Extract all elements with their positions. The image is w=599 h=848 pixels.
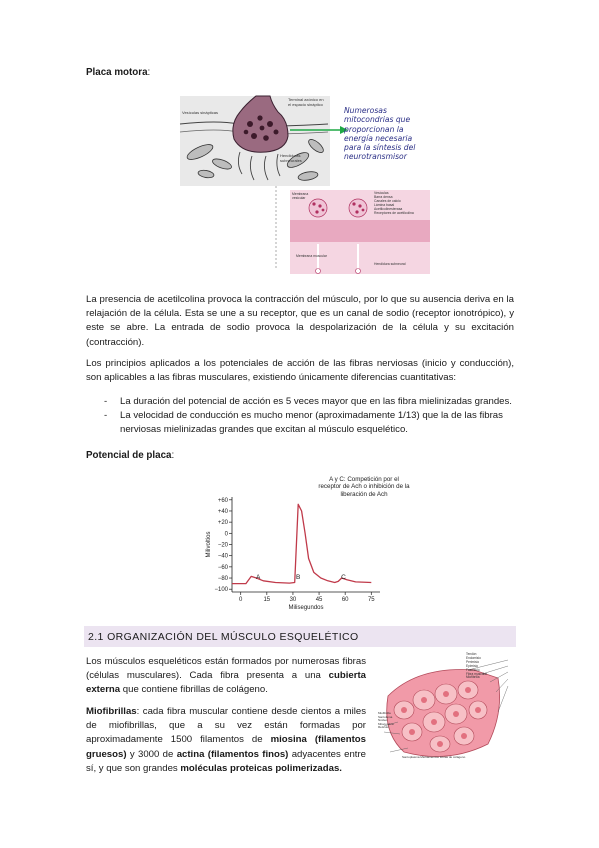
para-span: y 3000 de bbox=[126, 748, 177, 760]
heading-placa-motora bbox=[86, 66, 150, 80]
note-line: Numerosas bbox=[344, 106, 387, 115]
fiber-label: Núcleo bbox=[378, 718, 388, 723]
paragraph-principios: Los principios aplicados a los potenciales de acción de las fibras nerviosas (inicio y conducción), son aplicables a las fibras musculares, existiendo únicamente diferencias cuantitativas: bbox=[86, 358, 514, 384]
heading-colon: : bbox=[171, 450, 175, 461]
fiber-label: Miofibrilla bbox=[378, 711, 391, 715]
point-label: A bbox=[255, 574, 261, 582]
list-item bbox=[86, 395, 518, 409]
heading-potencial-text: Potencial de placa bbox=[86, 450, 172, 461]
end-plate-potential-chart bbox=[196, 472, 412, 612]
fiber-label: Fibras de colágeno bbox=[439, 755, 466, 759]
inset-label: Vesículas bbox=[374, 191, 389, 195]
fiber-label: Sarcoplasma bbox=[402, 755, 420, 759]
fiber-label: Sarcolema bbox=[378, 714, 393, 719]
y-tick-label: +40 bbox=[217, 508, 228, 515]
x-axis-label: Milisegundos bbox=[288, 605, 324, 611]
list-item-text: La velocidad de conducción es mucho menor (aproximadamente 1/13) que la de las fibras nerviosas mielinizadas grandes que excitan al músculo esquelético. bbox=[120, 410, 503, 436]
heading-potencial-de-placa bbox=[86, 449, 174, 463]
fiber-label: Endomisio bbox=[466, 655, 481, 660]
para-bold: Miofibrillas bbox=[86, 706, 137, 717]
y-tick-label: 0 bbox=[224, 531, 228, 538]
inset-label: Canales de calcio bbox=[374, 199, 401, 204]
clefts-label bbox=[280, 154, 302, 163]
note-line: energía necesaria bbox=[344, 133, 413, 143]
fiber-label: Tendón bbox=[466, 652, 477, 656]
y-tick-label: −60 bbox=[217, 564, 228, 571]
fiber-label: Retículo bbox=[378, 725, 390, 730]
fiber-label: Mitocondria bbox=[378, 721, 394, 726]
para-span: : cada fibra muscular contiene desde cientos a miles de miofibrillas, que a su vez están formadas por aproximadamente 1500 filamentos de bbox=[86, 706, 366, 746]
paragraph-acetilcolina: La presencia de acetilcolina provoca la contracción del músculo, por lo que su ausencia deriva en la relajación de la célula. Esta se une a su receptor, que es un canal de sodio (receptor ionotrópico), y este se abre. La entrada de sodio provoca la despolarización de la célula y su excitación (contracción). bbox=[86, 294, 514, 348]
paragraph-miofibrillas bbox=[86, 705, 366, 776]
point-label: C bbox=[341, 574, 346, 582]
inset-vesicular-label bbox=[292, 192, 308, 200]
x-tick-label: 45 bbox=[315, 597, 323, 603]
x-tick-label: 0 bbox=[239, 597, 243, 603]
fiber-label: Fascículo bbox=[466, 667, 480, 672]
para-span: que contiene fibrillas de colágeno. bbox=[120, 684, 268, 696]
fiber-label: Miofilamentos bbox=[420, 755, 439, 759]
terminal-label-line2: el espacio sináptico bbox=[288, 101, 323, 107]
para-bold: moléculas proteicas polimerizadas. bbox=[180, 762, 342, 774]
x-tick-label: 30 bbox=[289, 597, 297, 603]
fiber-label: Fibra muscular bbox=[466, 671, 488, 676]
note-line: para la síntesis del bbox=[344, 143, 416, 153]
point-label: B bbox=[295, 574, 301, 582]
clefts-label-line2: subneurales bbox=[280, 157, 302, 163]
para-span: adyacentes entre sí, y que son grandes bbox=[86, 748, 366, 774]
para-bold: miosina (filamentos gruesos) bbox=[86, 734, 366, 760]
note-line: neurotransmisor bbox=[344, 152, 407, 162]
fiber-label: Epimisio bbox=[466, 663, 479, 668]
para-span: Los músculos esqueléticos están formados por numerosas fibras (células musculares). Cada fibra presenta a una bbox=[86, 656, 366, 682]
section-title: 2.1 ORGANIZACIÓN DEL MÚSCULO ESQUELÉTICO bbox=[88, 631, 359, 643]
note-line: proporcionan la bbox=[344, 124, 404, 134]
inset-label: Membrana muscular bbox=[296, 254, 327, 258]
differences-list bbox=[86, 395, 518, 438]
x-tick-label: 60 bbox=[341, 597, 349, 603]
inset-label: Acetilcolinesterasa bbox=[374, 207, 403, 212]
paragraph-musculos bbox=[86, 655, 366, 698]
note-line: mitocondrias que bbox=[344, 115, 411, 125]
motor-end-plate-figure bbox=[178, 94, 432, 280]
potential-series-line bbox=[232, 504, 371, 583]
heading-colon: : bbox=[147, 67, 151, 78]
inset-label: Membrana bbox=[292, 192, 309, 196]
fiber-label: Miofibrilla bbox=[466, 675, 480, 680]
y-axis-label: Milivoltios bbox=[206, 531, 212, 558]
dash-mark: - bbox=[104, 396, 108, 407]
inset-label: vesicular bbox=[292, 196, 306, 201]
para-bold: actina (filamentos finos) bbox=[176, 748, 289, 760]
inset-labels bbox=[374, 191, 430, 216]
y-tick-label: +60 bbox=[217, 497, 228, 504]
y-tick-label: −40 bbox=[217, 553, 228, 560]
para-bold: cubierta externa bbox=[86, 670, 366, 696]
x-tick-label: 15 bbox=[263, 597, 271, 603]
list-item bbox=[86, 409, 518, 437]
heading-placa-text: Placa motora bbox=[86, 67, 148, 78]
fiber-label: Perimisio bbox=[466, 659, 480, 664]
clefts-label-line1: Hendiduras bbox=[280, 153, 301, 158]
muscle-fiber-figure bbox=[378, 652, 514, 774]
mitochondria-note bbox=[344, 106, 415, 162]
fiber-labels-left bbox=[378, 712, 394, 730]
x-tick-label: 75 bbox=[367, 597, 375, 603]
inset-label: Receptores de acetilcolina bbox=[374, 211, 414, 216]
inset-label: Lámina basal bbox=[374, 203, 395, 208]
y-tick-label: −100 bbox=[214, 587, 228, 594]
inset-label: Barra densa bbox=[374, 195, 393, 200]
dash-mark: - bbox=[104, 410, 108, 422]
y-tick-label: +20 bbox=[217, 520, 228, 527]
terminal-label bbox=[288, 98, 334, 107]
y-tick-label: −80 bbox=[217, 576, 228, 583]
fiber-labels-right bbox=[466, 653, 487, 680]
fiber-labels-bottom bbox=[402, 756, 465, 760]
y-tick-label: −20 bbox=[217, 542, 228, 549]
list-item-text: La duración del potencial de acción es 5 veces mayor que en las fibra mielinizadas grandes. bbox=[120, 396, 512, 407]
terminal-label-line1: Terminal axónico en bbox=[288, 97, 324, 102]
inset-label: Hendidura subneural bbox=[374, 262, 406, 266]
chart-annotation: A y C: Competición por el receptor de Ach o inhibición de la liberación de Ach bbox=[318, 476, 410, 498]
vesicles-label: Vesículas sinápticas bbox=[182, 110, 219, 115]
